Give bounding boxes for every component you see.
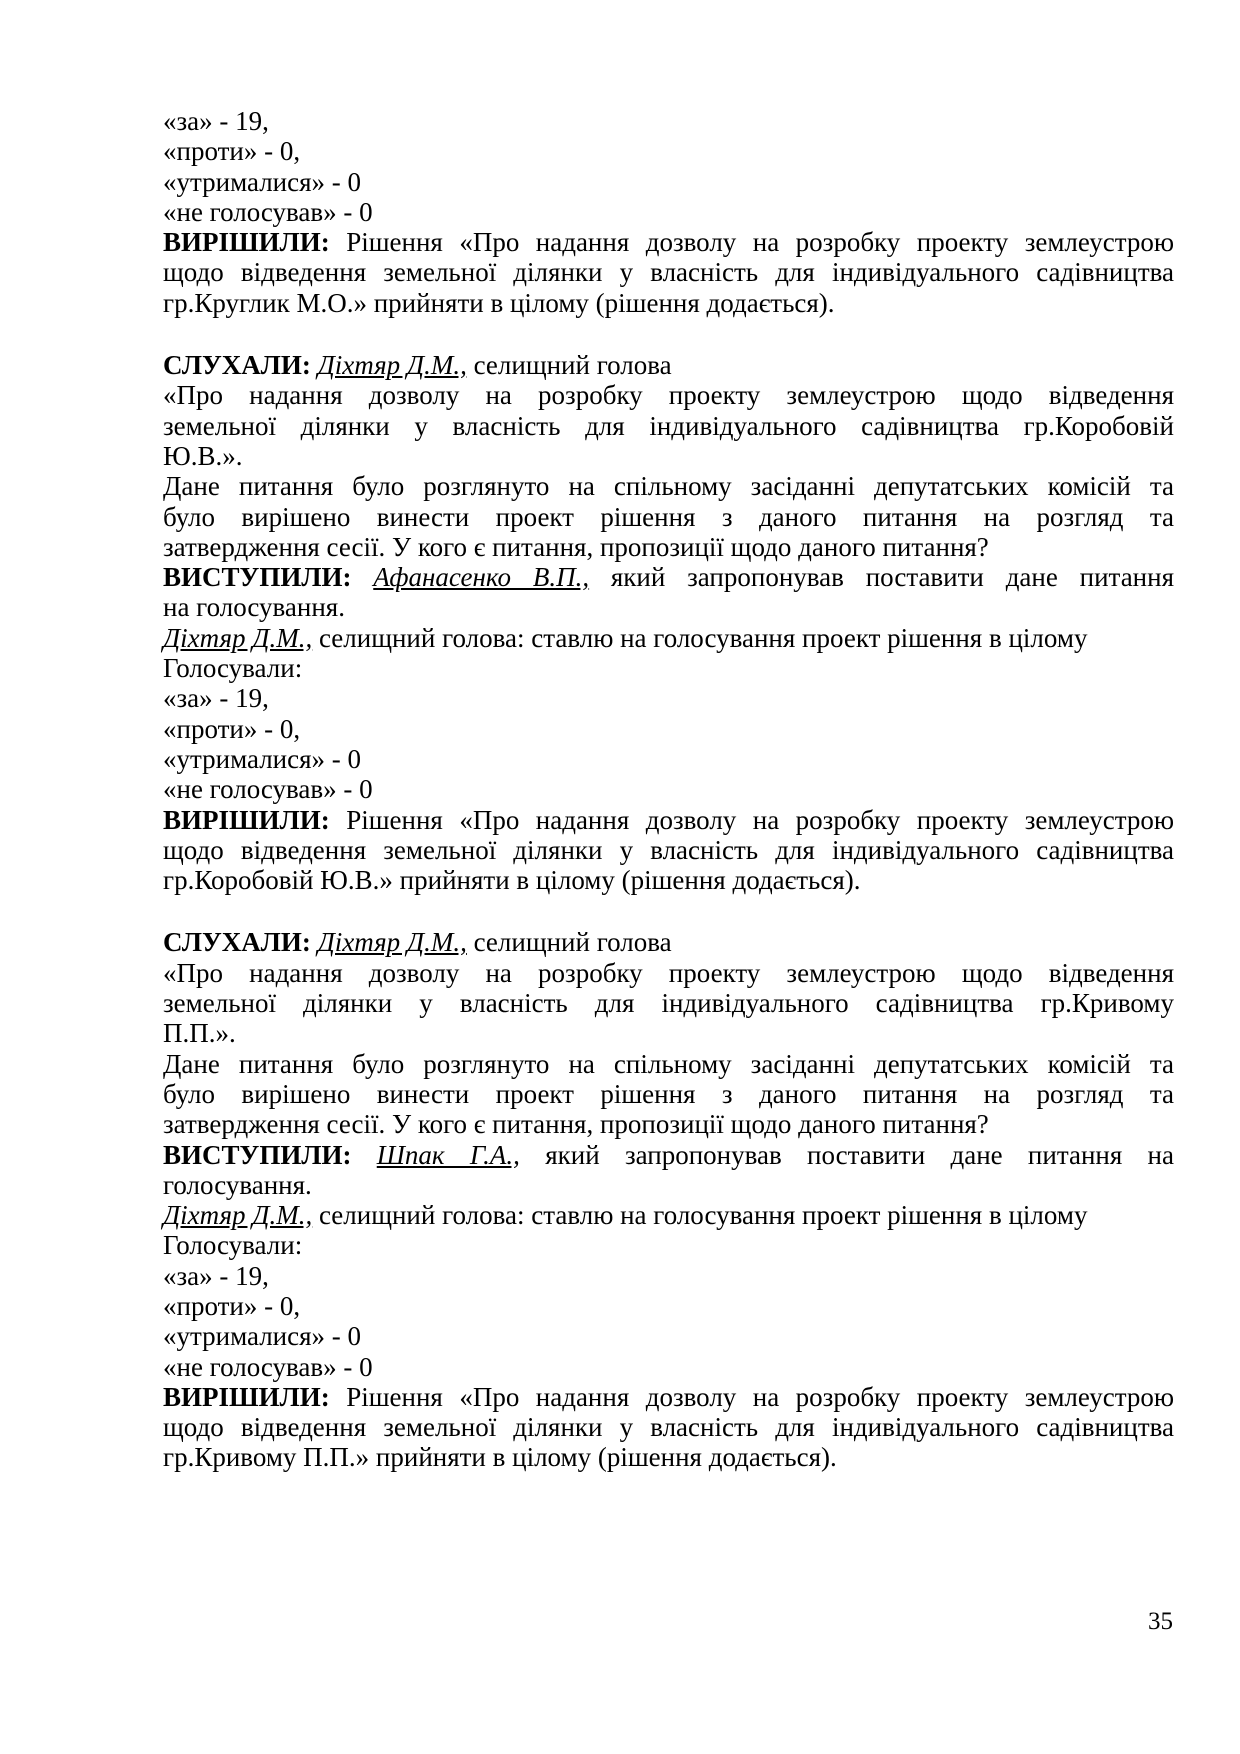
info-line: затвердження сесії. У кого є питання, пропозиції щодо даного питання?	[163, 1109, 989, 1140]
decision-line: щодо відведення земельної ділянки у власність для індивідуального садівництва	[163, 1412, 1174, 1443]
heard-label: СЛУХАЛИ:	[163, 927, 311, 958]
chair-name: Діхтяр Д.М.,	[163, 622, 313, 653]
decided-label: ВИРІШИЛИ:	[163, 227, 330, 258]
speaker-name: Афанасенко В.П.,	[373, 562, 590, 593]
voted-label: Голосували:	[163, 1230, 303, 1261]
topic-line: земельної ділянки у власність для індивідуального садівництва гр.Кривому	[163, 988, 1174, 1019]
decided-label: ВИРІШИЛИ:	[163, 1381, 330, 1412]
vote-against: «проти» - 0,	[163, 713, 301, 744]
info-line: Дане питання було розглянуто на спільному засіданні депутатських комісій та	[163, 471, 1174, 502]
decision-line: ВИРІШИЛИ: Рішення «Про надання дозволу на розробку проекту землеустрою	[163, 1381, 1174, 1412]
spoke-line: ВИСТУПИЛИ: Шпак Г.А., який запропонував поставити дане питання на	[163, 1139, 1174, 1170]
vote-not-voted: «не голосував» - 0	[163, 196, 373, 227]
spoke-label: ВИСТУПИЛИ:	[163, 1139, 352, 1170]
vote-abstained: «утрималися» - 0	[163, 1321, 362, 1352]
heard-label: СЛУХАЛИ:	[163, 350, 311, 381]
vote-abstained: «утрималися» - 0	[163, 166, 362, 197]
speaker-name: Діхтяр Д.М.,	[317, 350, 467, 381]
voted-label: Голосували:	[163, 653, 303, 684]
topic-line: Ю.В.».	[163, 440, 243, 471]
spoke-label: ВИСТУПИЛИ:	[163, 562, 352, 593]
decision-line: ВИРІШИЛИ: Рішення «Про надання дозволу на розробку проекту землеустрою	[163, 227, 1174, 258]
info-line: було вирішено винести проект рішення з даного питання на розгляд та	[163, 501, 1174, 532]
info-line: затвердження сесії. У кого є питання, пропозиції щодо даного питання?	[163, 531, 989, 562]
vote-not-voted: «не голосував» - 0	[163, 1351, 373, 1382]
decision-line: гр.Круглик М.О.» прийняти в цілому (рішення додається).	[163, 287, 835, 318]
decision-line: ВИРІШИЛИ: Рішення «Про надання дозволу на розробку проекту землеустрою	[163, 804, 1174, 835]
spoke-line: на голосування.	[163, 592, 345, 623]
page-number: 35	[1148, 1608, 1173, 1635]
speaker-name: Шпак Г.А.,	[376, 1139, 520, 1170]
decision-line: щодо відведення земельної ділянки у власність для індивідуального садівництва	[163, 257, 1174, 288]
speaker-name: Діхтяр Д.М.,	[317, 927, 467, 958]
topic-line: «Про надання дозволу на розробку проекту землеустрою щодо відведення	[163, 957, 1174, 988]
chair-line: Діхтяр Д.М., селищний голова: ставлю на голосування проект рішення в цілому	[163, 622, 1088, 653]
spoke-line: ВИСТУПИЛИ: Афанасенко В.П., який запропонував поставити дане питання	[163, 562, 1174, 593]
decision-line: щодо відведення земельної ділянки у власність для індивідуального садівництва	[163, 834, 1174, 865]
decision-line: гр.Коробовій Ю.В.» прийняти в цілому (рішення додається).	[163, 865, 861, 896]
vote-for: «за» - 19,	[163, 1260, 269, 1291]
spoke-line: голосування.	[163, 1169, 312, 1200]
topic-line: П.П.».	[163, 1018, 236, 1049]
info-line: було вирішено винести проект рішення з даного питання на розгляд та	[163, 1078, 1174, 1109]
chair-name: Діхтяр Д.М.,	[163, 1200, 313, 1231]
topic-line: земельної ділянки у власність для індивідуального садівництва гр.Коробовій	[163, 410, 1174, 441]
heard-line: СЛУХАЛИ: Діхтяр Д.М., селищний голова	[163, 927, 672, 958]
vote-for: «за» - 19,	[163, 683, 269, 714]
info-line: Дане питання було розглянуто на спільному засіданні депутатських комісій та	[163, 1048, 1174, 1079]
vote-against: «проти» - 0,	[163, 1290, 301, 1321]
vote-against: «проти» - 0,	[163, 136, 301, 167]
heard-line: СЛУХАЛИ: Діхтяр Д.М., селищний голова	[163, 350, 672, 381]
vote-for: «за» - 19,	[163, 106, 269, 136]
vote-abstained: «утрималися» - 0	[163, 743, 362, 774]
decision-line: гр.Кривому П.П.» прийняти в цілому (рішення додається).	[163, 1442, 837, 1473]
decided-label: ВИРІШИЛИ:	[163, 804, 330, 835]
document-page	[163, 106, 1174, 1473]
chair-line: Діхтяр Д.М., селищний голова: ставлю на голосування проект рішення в цілому	[163, 1200, 1088, 1231]
vote-not-voted: «не голосував» - 0	[163, 774, 373, 805]
topic-line: «Про надання дозволу на розробку проекту землеустрою щодо відведення	[163, 380, 1174, 411]
